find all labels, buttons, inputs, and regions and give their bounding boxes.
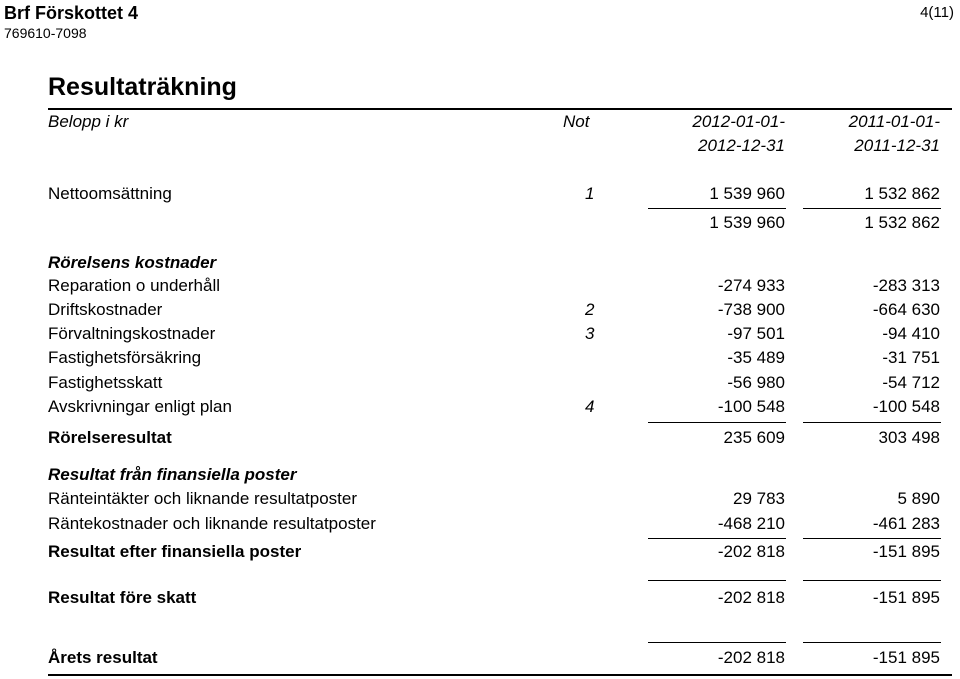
row-value-2012: -202 818: [717, 588, 785, 607]
sum-line: [803, 580, 941, 581]
row-label: Räntekostnader och liknande resultatposter: [48, 514, 376, 533]
row-note: 4: [585, 397, 595, 416]
section-heading: [0, 251, 960, 275]
sum-line: [803, 422, 941, 423]
column-header-amount: Belopp i kr: [48, 112, 129, 131]
row-label: Fastighetsskatt: [48, 373, 163, 392]
row-note: 3: [585, 324, 595, 343]
row-value-2011: -100 548: [872, 397, 940, 416]
row-value-2011: 1 532 862: [864, 184, 940, 203]
row-value-2011: -54 712: [882, 373, 940, 392]
table-row: [0, 322, 960, 346]
row-value-2012: -100 548: [717, 397, 785, 416]
row-value-2011: -31 751: [882, 348, 940, 367]
row-note: 2: [585, 300, 595, 319]
column-header-period-2012-end: 2012-12-31: [698, 136, 785, 155]
column-header-note: Not: [563, 112, 590, 131]
row-label: Resultat före skatt: [48, 588, 197, 607]
row-value-2011: -664 630: [872, 300, 940, 319]
sum-line: [803, 538, 941, 539]
table-row: [0, 371, 960, 395]
title-divider: [48, 108, 952, 110]
column-header-period-2012-start: 2012-01-01-: [692, 112, 785, 131]
table-row: [0, 646, 960, 670]
row-value-2011: -151 895: [872, 542, 940, 561]
column-header-period-2011-end: 2011-12-31: [854, 136, 940, 155]
row-label: Nettoomsättning: [48, 184, 172, 203]
row-value-2011: -283 313: [872, 276, 940, 295]
table-row: [0, 512, 960, 536]
row-value-2011: 303 498: [878, 428, 940, 447]
row-value-2012: 1 539 960: [709, 184, 785, 203]
table-row: [0, 540, 960, 564]
table-row: [0, 586, 960, 610]
row-value-2011: 5 890: [897, 489, 940, 508]
page-number: 4(11): [920, 4, 954, 21]
column-header-period-2011-start: 2011-01-01-: [848, 112, 940, 131]
row-value-2011: -461 283: [872, 514, 940, 533]
table-row: [0, 298, 960, 322]
row-label: Årets resultat: [48, 648, 158, 667]
row-label: Ränteintäkter och liknande resultatposter: [48, 489, 358, 508]
row-note: 1: [585, 184, 595, 203]
row-label: Rörelseresultat: [48, 428, 172, 447]
row-label: Förvaltningskostnader: [48, 324, 216, 343]
sum-line: [648, 642, 786, 643]
sum-line: [648, 422, 786, 423]
sum-line: [648, 580, 786, 581]
row-value-2012: -35 489: [727, 348, 785, 367]
row-label: Resultat från finansiella poster: [48, 465, 297, 484]
row-label: Avskrivningar enligt plan: [48, 397, 232, 416]
bottom-divider: [48, 674, 952, 676]
row-value-2012: 1 539 960: [709, 213, 785, 232]
row-value-2012: -738 900: [717, 300, 785, 319]
row-value-2012: -202 818: [717, 542, 785, 561]
sum-line: [803, 208, 941, 209]
sum-line: [648, 538, 786, 539]
page-title: Resultaträkning: [48, 73, 237, 101]
row-value-2012: 235 609: [723, 428, 785, 447]
row-value-2012: 29 783: [733, 489, 785, 508]
org-number: 769610-7098: [4, 25, 87, 41]
company-name: Brf Förskottet 4: [4, 3, 139, 23]
sum-line: [803, 642, 941, 643]
row-label: Reparation o underhåll: [48, 276, 221, 295]
section-heading: [0, 463, 960, 487]
row-value-2012: -97 501: [727, 324, 785, 343]
row-label: Fastighetsförsäkring: [48, 348, 202, 367]
table-row: [0, 346, 960, 370]
row-value-2011: -94 410: [882, 324, 940, 343]
table-row: [0, 274, 960, 298]
table-row: [0, 211, 960, 235]
table-row: [0, 487, 960, 511]
table-row: [0, 182, 960, 206]
row-label: Resultat efter finansiella poster: [48, 542, 302, 561]
row-value-2012: -274 933: [717, 276, 785, 295]
row-value-2011: -151 895: [872, 648, 940, 667]
row-value-2012: -56 980: [727, 373, 785, 392]
row-value-2011: 1 532 862: [864, 213, 940, 232]
row-label: Driftskostnader: [48, 300, 163, 319]
row-value-2012: -468 210: [717, 514, 785, 533]
sum-line: [648, 208, 786, 209]
row-value-2011: -151 895: [872, 588, 940, 607]
table-row: [0, 426, 960, 450]
row-value-2012: -202 818: [717, 648, 785, 667]
table-row: [0, 395, 960, 419]
row-label: Rörelsens kostnader: [48, 253, 217, 272]
